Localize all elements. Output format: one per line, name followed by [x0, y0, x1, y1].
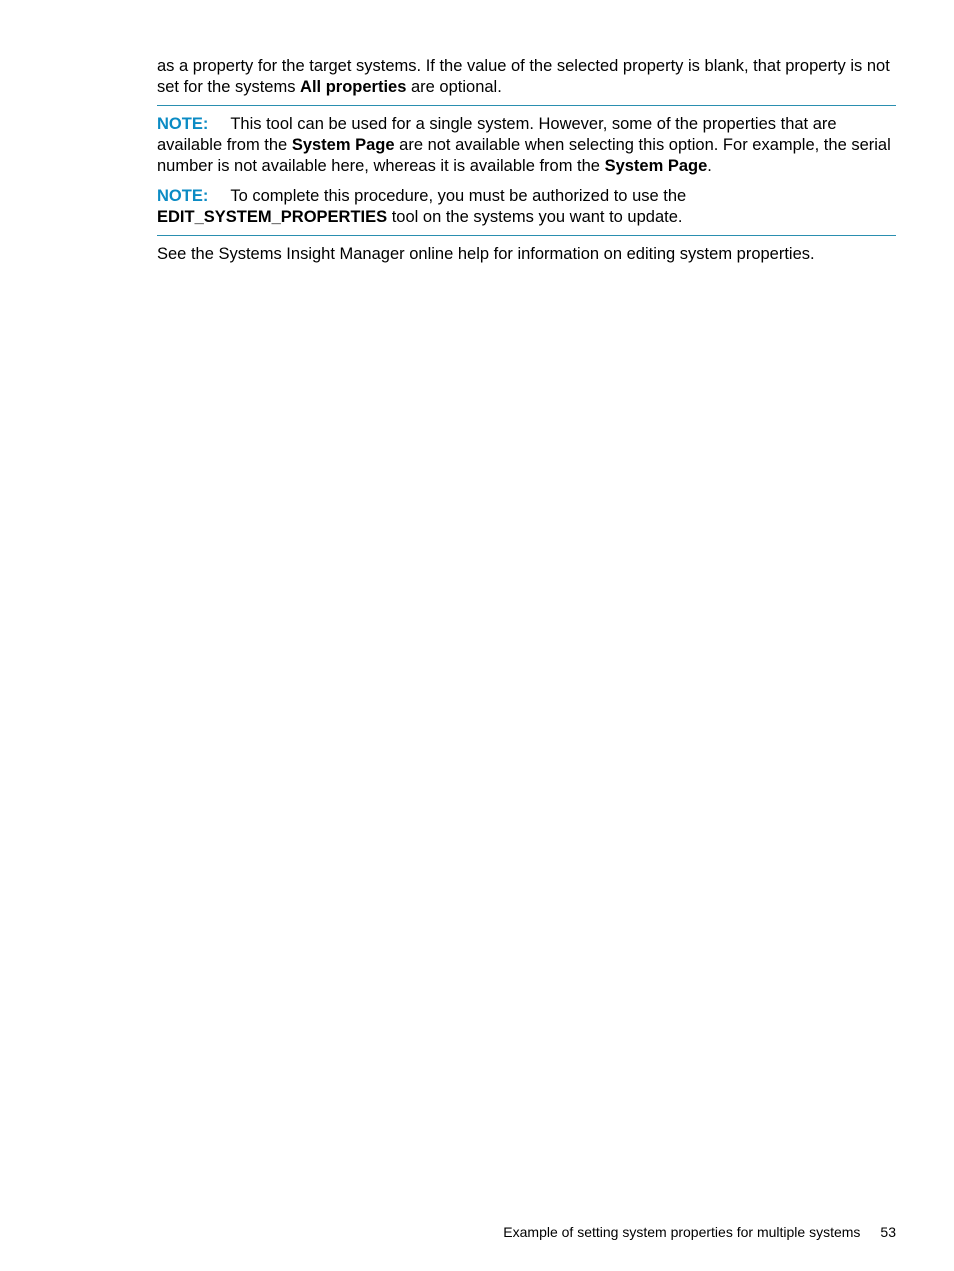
note-text-3: . — [707, 157, 712, 175]
page-content — [157, 56, 896, 265]
note-text-2: tool on the systems you want to update. — [387, 208, 683, 226]
page-footer — [503, 1223, 896, 1241]
note-label: NOTE: — [157, 115, 209, 133]
note-text-2: are not available when selecting this option. For example, the serial number is not available here, whereas it is available from the — [157, 136, 891, 175]
note-bold-system-page-2: System Page — [604, 157, 708, 175]
note-bold-system-page: System Page — [291, 136, 395, 154]
footer-section-title: Example of setting system properties for multiple systems — [503, 1224, 861, 1240]
intro-paragraph — [157, 56, 896, 98]
divider-top — [157, 105, 896, 106]
note-authorization — [157, 186, 896, 228]
intro-bold-all-properties: All properties — [300, 78, 407, 96]
note-single-system — [157, 114, 896, 177]
page-number: 53 — [880, 1224, 896, 1240]
divider-bottom — [157, 235, 896, 236]
note-bold-edit-system-properties: EDIT_SYSTEM_PROPERTIES — [157, 208, 388, 226]
intro-text-1: as a property for the target systems. If the value of the selected property is blank, that property is not set for the systems — [157, 57, 890, 96]
note-text-1: To complete this procedure, you must be authorized to use the — [230, 187, 687, 205]
see-also-paragraph: See the Systems Insight Manager online help for information on editing system properties. — [157, 245, 815, 263]
intro-text-2: are optional. — [406, 78, 502, 96]
note-label: NOTE: — [157, 187, 209, 205]
note-text-1: This tool can be used for a single system. However, some of the properties that are available from the — [157, 115, 837, 154]
